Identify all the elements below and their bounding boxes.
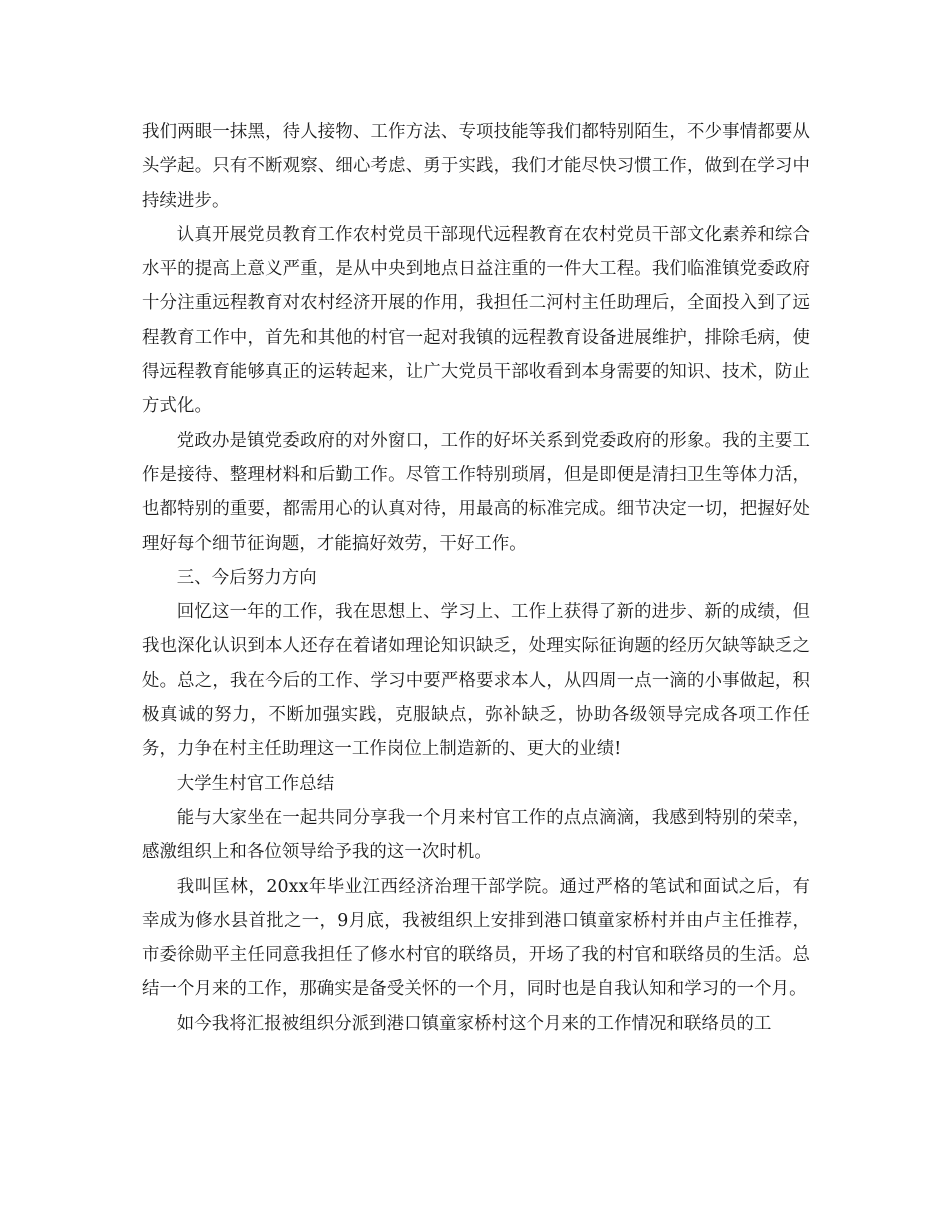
section-heading-future-direction: 三、今后努力方向 xyxy=(176,567,317,588)
document-body xyxy=(142,115,810,1041)
paragraph-party-office: 党政办是镇党委政府的对外窗口，工作的好坏关系到党委政府的形象。我的主要工作是接待、整理材料和后勤工作。尽管工作特别琐屑，但是即便是清扫卫生等体力活，也都特别的重要，都需用心的认真对待，用最高的标准完成。细节决定一切，把握好处理好每个细节征询题，才能搞好效劳，干好工作。 xyxy=(142,430,810,554)
paragraph-continuation: 我们两眼一抹黑，待人接物、工作方法、专项技能等我们都特别陌生，不少事情都要从头学起。只有不断观察、细心考虑、勇于实践，我们才能尽快习惯工作，做到在学习中持续进步。 xyxy=(142,122,810,211)
paragraph-gratitude: 能与大家坐在一起共同分享我一个月来村官工作的点点滴滴，我感到特别的荣幸，感激组织上和各位领导给予我的这一次时机。 xyxy=(142,807,810,863)
section-heading-summary-title: 大学生村官工作总结 xyxy=(176,773,335,794)
paragraph-introduction: 我叫匡林，20xx年毕业江西经济治理干部学院。通过严格的笔试和面试之后，有幸成为修水县首批之一，9月底，我被组织上安排到港口镇童家桥村并由卢主任推荐，市委徐勋平主任同意我担任了修水村官的联络员，开场了我的村官和联络员的生活。总结一个月来的工作，那确实是备受关怀的一个月，同时也是自我认知和学习的一个月。 xyxy=(142,876,810,1000)
paragraph-review: 回忆这一年的工作，我在思想上、学习上、工作上获得了新的进步、新的成绩，但我也深化认识到本人还存在着诸如理论知识缺乏，处理实际征询题的经历欠缺等缺乏之处。总之，我在今后的工作、学习中要严格要求本人，从四周一点一滴的小事做起，积极真诚的努力，不断加强实践，克服缺点，弥补缺乏，协助各级领导完成各项工作任务，力争在村主任助理这一工作岗位上制造新的、更大的业绩! xyxy=(142,602,810,760)
paragraph-report-start: 如今我将汇报被组织分派到港口镇童家桥村这个月来的工作情况和联络员的工 xyxy=(176,1013,772,1034)
paragraph-remote-education: 认真开展党员教育工作农村党员干部现代远程教育在农村党员干部文化素养和综合水平的提高上意义严重，是从中央到地点日益注重的一件大工程。我们临淮镇党委政府十分注重远程教育对农村经济开展的作用，我担任二河村主任助理后，全面投入到了远程教育工作中，首先和其他的村官一起对我镇的远程教育设备进展维护，排除毛病，使得远程教育能够真正的运转起来，让广大党员干部收看到本身需要的知识、技术，防止方式化。 xyxy=(142,224,810,417)
